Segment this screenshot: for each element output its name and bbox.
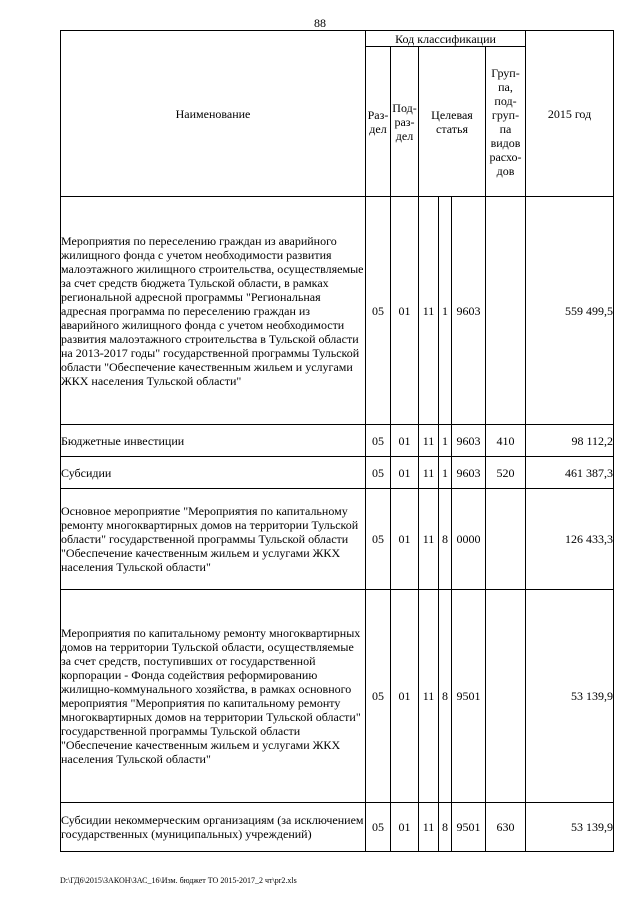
row-name: Основное мероприятие "Мероприятия по капитальному ремонту многоквартирных домов на территории Тульской области" государственной программы Тульской области "Обеспечение качественным жильем и услугами ЖКХ населения Тульской области" xyxy=(61,489,366,590)
header-group: Груп- па, под- груп- па видов расхо- дов xyxy=(486,47,526,197)
header-section: Раз- дел xyxy=(366,47,391,197)
row-name: Субсидии некоммерческим организациям (за исключением государственных (муниципальных) учреждений) xyxy=(61,803,366,852)
row-target-program: 11 xyxy=(419,425,439,457)
row-amount: 53 139,9 xyxy=(526,803,614,852)
row-target-item: 0000 xyxy=(452,489,486,590)
row-target-item: 9603 xyxy=(452,425,486,457)
row-target-program: 11 xyxy=(419,489,439,590)
row-target-subprogram: 1 xyxy=(439,425,452,457)
row-amount: 98 112,2 xyxy=(526,425,614,457)
header-target: Целевая статья xyxy=(419,47,486,197)
row-target-program: 11 xyxy=(419,590,439,803)
header-name: Наименование xyxy=(61,31,366,197)
row-group: 630 xyxy=(486,803,526,852)
row-target-program: 11 xyxy=(419,803,439,852)
row-group: 410 xyxy=(486,425,526,457)
row-section: 05 xyxy=(366,803,391,852)
row-section: 05 xyxy=(366,425,391,457)
row-group xyxy=(486,197,526,425)
header-row-top xyxy=(61,31,614,47)
row-section: 05 xyxy=(366,489,391,590)
table-row xyxy=(61,425,614,457)
row-target-subprogram: 1 xyxy=(439,197,452,425)
row-section: 05 xyxy=(366,197,391,425)
row-target-item: 9501 xyxy=(452,590,486,803)
header-classification: Код классификации xyxy=(366,31,526,47)
row-target-item: 9501 xyxy=(452,803,486,852)
file-path-footer: D:\ГД6\2015\ЗАКОН\ЗАС_16\Изм. бюджет ТО 2015-2017_2 чт\pr2.xls xyxy=(60,876,297,885)
table-row xyxy=(61,803,614,852)
row-target-subprogram: 8 xyxy=(439,590,452,803)
row-target-subprogram: 1 xyxy=(439,457,452,489)
row-name: Бюджетные инвестиции xyxy=(61,425,366,457)
header-subsection: Под- раз- дел xyxy=(391,47,419,197)
row-name: Субсидии xyxy=(61,457,366,489)
row-subsection: 01 xyxy=(391,803,419,852)
row-amount: 559 499,5 xyxy=(526,197,614,425)
row-group xyxy=(486,489,526,590)
budget-table xyxy=(60,30,614,852)
header-year: 2015 год xyxy=(526,31,614,197)
row-subsection: 01 xyxy=(391,425,419,457)
row-target-subprogram: 8 xyxy=(439,803,452,852)
row-subsection: 01 xyxy=(391,489,419,590)
row-section: 05 xyxy=(366,590,391,803)
row-group xyxy=(486,590,526,803)
row-amount: 126 433,3 xyxy=(526,489,614,590)
row-group: 520 xyxy=(486,457,526,489)
row-subsection: 01 xyxy=(391,590,419,803)
table-row xyxy=(61,457,614,489)
row-name: Мероприятия по переселению граждан из аварийного жилищного фонда с учетом необходимости развития малоэтажного жилищного строительства, осуществляемые за счет средств бюджета Тульской области, в рамках региональной адресной программы "Региональная адресная программа по переселению граждан из аварийного жилищного фонда с учетом необходимости развития малоэтажного строительства в Тульской области на 2013-2017 годы" государственной программы Тульской области "Обеспечение качественным жильем и услугами ЖКХ населения Тульской области" xyxy=(61,197,366,425)
row-section: 05 xyxy=(366,457,391,489)
row-target-program: 11 xyxy=(419,457,439,489)
row-subsection: 01 xyxy=(391,197,419,425)
row-name: Мероприятия по капитальному ремонту многоквартирных домов на территории Тульской области, осуществляемые за счет средств, поступивших от государственной корпорации - Фонда содействия реформированию жилищно-коммунального хозяйства, в рамках основного мероприятия "Мероприятия по капитальному ремонту многоквартирных домов на территории Тульской области" государственной программы Тульской области "Обеспечение качественным жильем и услугами ЖКХ населения Тульской области" xyxy=(61,590,366,803)
page-number: 88 xyxy=(314,16,326,30)
row-target-item: 9603 xyxy=(452,457,486,489)
row-amount: 53 139,9 xyxy=(526,590,614,803)
row-target-subprogram: 8 xyxy=(439,489,452,590)
row-amount: 461 387,3 xyxy=(526,457,614,489)
table-row xyxy=(61,489,614,590)
table-row xyxy=(61,197,614,425)
row-subsection: 01 xyxy=(391,457,419,489)
table-row xyxy=(61,590,614,803)
row-target-item: 9603 xyxy=(452,197,486,425)
row-target-program: 11 xyxy=(419,197,439,425)
